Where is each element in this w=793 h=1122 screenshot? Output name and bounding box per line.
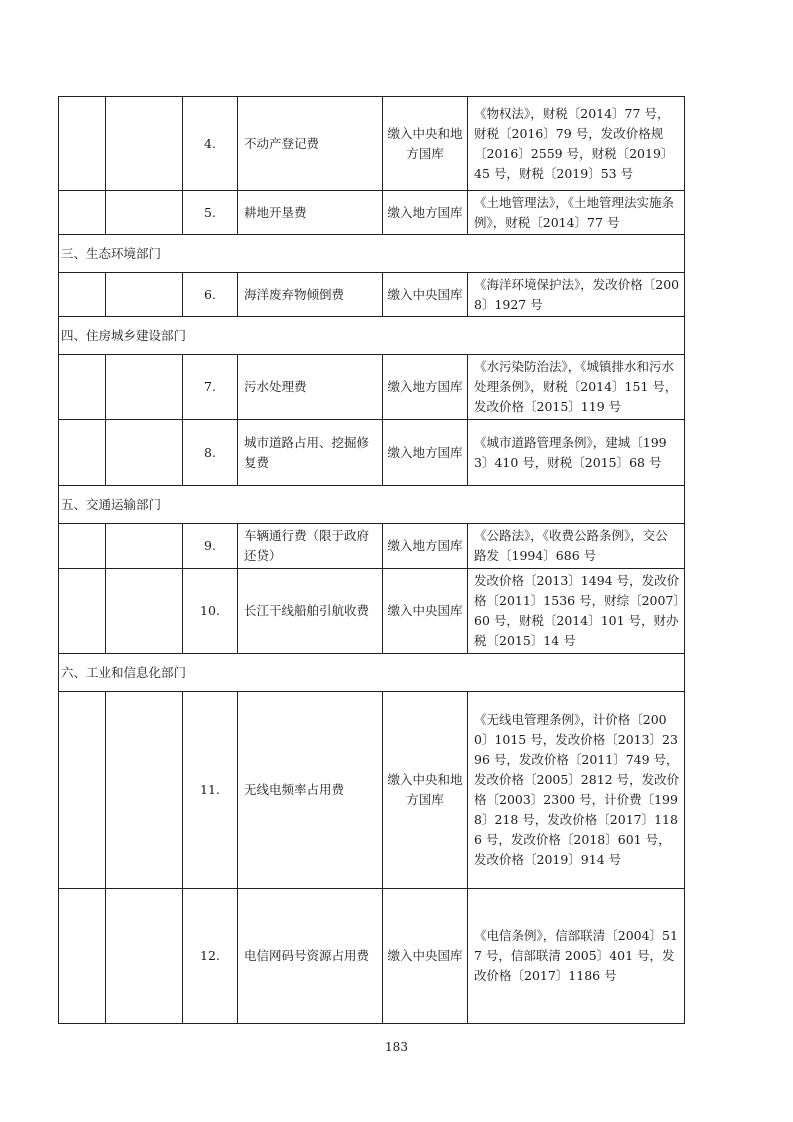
table-row bbox=[59, 889, 685, 1024]
blank-cell bbox=[59, 191, 106, 235]
legal-basis: 《电信条例》，信部联清〔2004〕517 号，信部联清 2005〕401 号，发改价格〔2017〕1186 号 bbox=[468, 889, 685, 1024]
fee-name: 耕地开垦费 bbox=[238, 191, 383, 235]
item-number: 8. bbox=[183, 420, 238, 486]
blank-cell bbox=[106, 420, 183, 486]
legal-basis: 《海洋环境保护法》，发改价格〔2008〕1927 号 bbox=[468, 273, 685, 317]
section-row bbox=[59, 317, 685, 355]
fee-name: 污水处理费 bbox=[238, 355, 383, 420]
item-number: 6. bbox=[183, 273, 238, 317]
fee-name: 海洋废弃物倾倒费 bbox=[238, 273, 383, 317]
treasury-destination: 缴入地方国库 bbox=[383, 524, 468, 569]
blank-cell bbox=[59, 569, 106, 654]
blank-cell bbox=[106, 191, 183, 235]
legal-basis: 《城市道路管理条例》，建城〔1993〕410 号，财税〔2015〕68 号 bbox=[468, 420, 685, 486]
item-number: 4. bbox=[183, 97, 238, 191]
page-number: 183 bbox=[385, 1040, 408, 1054]
legal-basis: 《物权法》，财税〔2014〕77 号，财税〔2016〕79 号，发改价格规〔2016〕2559 号，财税〔2019〕45 号，财税〔2019〕53 号 bbox=[468, 97, 685, 191]
treasury-destination: 缴入中央国库 bbox=[383, 889, 468, 1024]
section-heading: 四、住房城乡建设部门 bbox=[59, 317, 685, 355]
fee-catalog-table bbox=[58, 96, 685, 1024]
legal-basis: 《土地管理法》，《土地管理法实施条例》，财税〔2014〕77 号 bbox=[468, 191, 685, 235]
blank-cell bbox=[106, 569, 183, 654]
section-heading: 五、交通运输部门 bbox=[59, 486, 685, 524]
blank-cell bbox=[106, 692, 183, 889]
fee-name: 长江干线船舶引航收费 bbox=[238, 569, 383, 654]
item-number: 10. bbox=[183, 569, 238, 654]
treasury-destination: 缴入中央和地方国库 bbox=[383, 692, 468, 889]
table-row bbox=[59, 692, 685, 889]
treasury-destination: 缴入地方国库 bbox=[383, 355, 468, 420]
fee-name: 无线电频率占用费 bbox=[238, 692, 383, 889]
legal-basis: 发改价格〔2013〕1494 号，发改价格〔2011〕1536 号，财综〔2007〕60 号，财税〔2014〕101 号，财办税〔2015〕14 号 bbox=[468, 569, 685, 654]
section-row bbox=[59, 235, 685, 273]
legal-basis: 《水污染防治法》，《城镇排水和污水处理条例》，财税〔2014〕151 号，发改价格〔2015〕119 号 bbox=[468, 355, 685, 420]
item-number: 11. bbox=[183, 692, 238, 889]
table-row bbox=[59, 273, 685, 317]
section-row bbox=[59, 654, 685, 692]
table-row bbox=[59, 191, 685, 235]
blank-cell bbox=[59, 889, 106, 1024]
treasury-destination: 缴入中央国库 bbox=[383, 273, 468, 317]
table-row bbox=[59, 97, 685, 191]
blank-cell bbox=[59, 97, 106, 191]
blank-cell bbox=[59, 420, 106, 486]
section-heading: 六、工业和信息化部门 bbox=[59, 654, 685, 692]
table-row bbox=[59, 355, 685, 420]
blank-cell bbox=[106, 355, 183, 420]
treasury-destination: 缴入中央国库 bbox=[383, 569, 468, 654]
blank-cell bbox=[59, 273, 106, 317]
legal-basis: 《无线电管理条例》，计价格〔2000〕1015 号，发改价格〔2013〕2396 号，发改价格〔2011〕749 号，发改价格〔2005〕2812 号，发改价格〔2003〕2300 号，计价费〔1998〕218 号，发改价格〔2017〕1186 号，发改价格〔2018〕601 号，发改价格〔2019〕914 号 bbox=[468, 692, 685, 889]
blank-cell bbox=[59, 692, 106, 889]
blank-cell bbox=[106, 273, 183, 317]
legal-basis: 《公路法》，《收费公路条例》，交公路发〔1994〕686 号 bbox=[468, 524, 685, 569]
table-row bbox=[59, 524, 685, 569]
fee-name: 电信网码号资源占用费 bbox=[238, 889, 383, 1024]
treasury-destination: 缴入中央和地方国库 bbox=[383, 97, 468, 191]
blank-cell bbox=[59, 355, 106, 420]
table-row bbox=[59, 569, 685, 654]
fee-name: 不动产登记费 bbox=[238, 97, 383, 191]
item-number: 12. bbox=[183, 889, 238, 1024]
blank-cell bbox=[106, 97, 183, 191]
fee-name: 城市道路占用、挖掘修复费 bbox=[238, 420, 383, 486]
fee-name: 车辆通行费（限于政府还贷） bbox=[238, 524, 383, 569]
table-row bbox=[59, 420, 685, 486]
blank-cell bbox=[106, 889, 183, 1024]
treasury-destination: 缴入地方国库 bbox=[383, 420, 468, 486]
item-number: 5. bbox=[183, 191, 238, 235]
blank-cell bbox=[106, 524, 183, 569]
treasury-destination: 缴入地方国库 bbox=[383, 191, 468, 235]
item-number: 7. bbox=[183, 355, 238, 420]
section-heading: 三、生态环境部门 bbox=[59, 235, 685, 273]
item-number: 9. bbox=[183, 524, 238, 569]
section-row bbox=[59, 486, 685, 524]
blank-cell bbox=[59, 524, 106, 569]
